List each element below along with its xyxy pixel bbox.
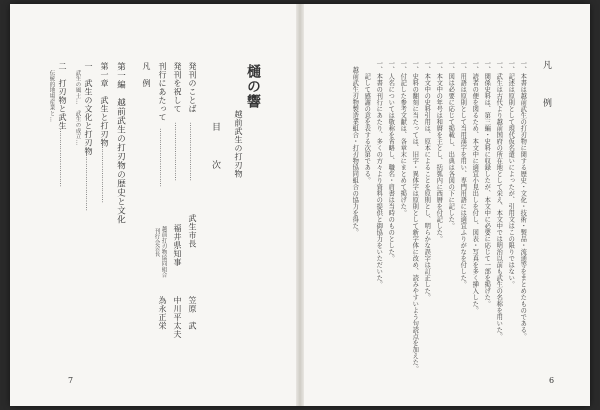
- toc-part-1: 第一編 越前武生の打刃物の歴史と文化: [115, 62, 126, 224]
- toc-leader: ………………………: [84, 152, 92, 211]
- right-page: [301, 4, 590, 406]
- note-item: 一、記述は原則として現代仮名遣いによったが、引用文はこの限りではない。: [507, 60, 515, 288]
- note-item: 一、人名については敬称を省略し、職名・肩書は当時のものとした。: [387, 60, 395, 262]
- toc-leader: ………………………: [100, 144, 108, 203]
- toc-section-1-detail: 武生の風土… 武生の成立…: [74, 70, 81, 146]
- note-item: 一、本文中の年号は和暦を主とし、括弧内に西暦を付記した。: [435, 60, 443, 242]
- note-item: 一、本書は越前武生の打刃物に関する歴史・文化・技術・製品・流通等をまとめたものである。: [519, 60, 527, 340]
- toc-entry-kankou-name: 為永正栄: [158, 296, 167, 330]
- toc-entry-hakkan-role: 武生市長: [188, 214, 197, 248]
- toc-leader: ………………………: [173, 122, 181, 181]
- toc-leader: ………………………: [188, 122, 196, 181]
- note-item: 一、史料の翻刻に当たっては、旧字・異体字は原則として新字体に改め、読みやすいよう句読点を加えた。: [411, 60, 419, 372]
- page-number-left: 7: [68, 376, 74, 385]
- note-item: 一、図は必要に応じて掲載し、出典は各図の下に記した。: [447, 60, 455, 229]
- toc-entry-shuku-role: 福井県知事: [173, 224, 182, 267]
- note-item: 越前武生刃物製造業組合・打刃物協同組合の協力を得た。: [351, 60, 359, 236]
- note-item: 一、武生は古代より越前国府の所在地として栄え、本文中では明治以前も武生の名称を用いた。: [495, 60, 503, 340]
- toc-entry-shuku-name: 中川平太夫: [173, 296, 182, 339]
- note-item: 一、読者の便を図るため、本文中に適宜小見出しを付し、図表・写真を多く挿入した。: [471, 60, 479, 314]
- toc-section-1: 一 武生の文化と打刃物: [84, 62, 93, 156]
- book-spread: [10, 4, 590, 406]
- notes-heading: 凡 例: [541, 60, 551, 117]
- toc-entry-hanrei: 凡 例: [142, 62, 151, 88]
- toc-chapter-1: 第一章 武生と打刃物: [100, 62, 109, 147]
- left-page: [10, 4, 299, 406]
- toc-section-2: 二 打刃物と武生: [58, 62, 67, 130]
- note-item: 記して感謝の意を表する次第である。: [363, 60, 371, 184]
- note-item: 一、本書の刊行にあたり、多くの方々より資料の提供と御協力をいただいた。: [375, 60, 383, 288]
- note-item: 一、付記した参考文献は、各章末にまとめて掲げた。: [399, 60, 407, 216]
- note-item: 一、本文中の史料引用は、原本によることを原則とし、明らかな誤字は訂正した。: [423, 60, 431, 301]
- book-subtitle: 越前武生の打刃物: [234, 110, 243, 178]
- toc-entry-hakkan: 発刊のことば: [188, 62, 197, 113]
- note-item: 一、関係史料は、第三編・史料に収録したが、本文中に必要に応じて一部を掲げた。: [483, 60, 491, 307]
- toc-leader: ………………………: [158, 128, 166, 187]
- toc-entry-kankou-role: 刊行会会長: [153, 228, 160, 257]
- toc-leader: ………………………: [58, 128, 66, 187]
- toc-entry-hakkan-name: 笠原 武: [188, 296, 197, 330]
- toc-heading: 目 次: [210, 122, 220, 179]
- toc-entry-shuku: 発刊を祝して: [173, 62, 182, 113]
- book-title: 樋の響: [245, 64, 261, 109]
- toc-section-2-detail: 伝統的地場産業と…: [48, 70, 55, 123]
- page-number-right: 6: [549, 376, 555, 385]
- note-item: 一、用語は原則として当用漢字を用い、専門用語には適宜ふりがなを付した。: [459, 60, 467, 288]
- toc-entry-kankou-org: 越前打刃物協同組合: [160, 226, 167, 279]
- toc-entry-kankou: 刊行にあたって: [158, 62, 167, 122]
